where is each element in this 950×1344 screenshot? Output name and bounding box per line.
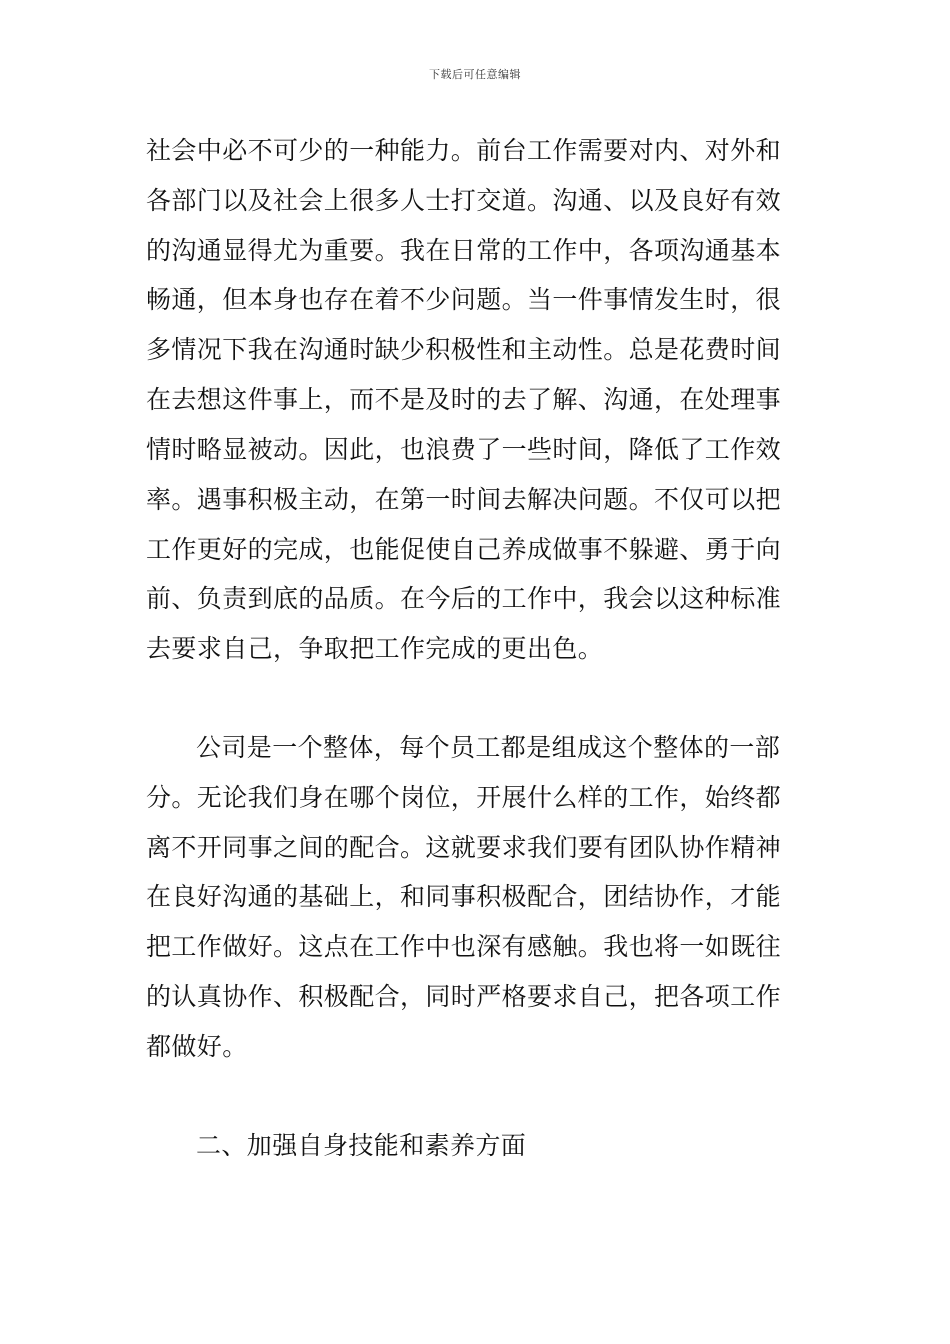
- section-heading: 二、加强自身技能和素养方面: [196, 1131, 527, 1160]
- paragraph-line: 的认真协作、积极配合，同时严格要求自己，把各项工作: [146, 982, 782, 1011]
- paragraph-line: 公司是一个整体，每个员工都是组成这个整体的一部: [196, 733, 781, 762]
- paragraph-line: 在良好沟通的基础上，和同事积极配合，团结协作，才能: [146, 882, 782, 911]
- paragraph-line: 畅通，但本身也存在着不少问题。当一件事情发生时，很: [146, 285, 782, 314]
- paragraph-line: 把工作做好。这点在工作中也深有感触。我也将一如既往: [146, 932, 782, 961]
- paragraph-line: 在去想这件事上，而不是及时的去了解、沟通，在处理事: [146, 385, 782, 414]
- paragraph-line: 前、负责到底的品质。在今后的工作中，我会以这种标准: [146, 584, 782, 613]
- paragraph-line: 社会中必不可少的一种能力。前台工作需要对内、对外和: [146, 136, 782, 165]
- paragraph-line: 工作更好的完成，也能促使自己养成做事不躲避、勇于向: [146, 535, 782, 564]
- page-header-note: 下载后可任意编辑: [429, 68, 521, 81]
- paragraph-line: 的沟通显得尤为重要。我在日常的工作中，各项沟通基本: [146, 236, 782, 265]
- paragraph-line: 离不开同事之间的配合。这就要求我们要有团队协作精神: [146, 833, 782, 862]
- paragraph-line: 多情况下我在沟通时缺少积极性和主动性。总是花费时间: [146, 335, 782, 364]
- paragraph-line: 都做好。: [146, 1032, 248, 1061]
- paragraph-line: 去要求自己，争取把工作完成的更出色。: [146, 634, 604, 663]
- paragraph-line: 率。遇事积极主动，在第一时间去解决问题。不仅可以把: [146, 485, 782, 514]
- paragraph-line: 情时略显被动。因此，也浪费了一些时间，降低了工作效: [146, 435, 782, 464]
- paragraph-line: 分。无论我们身在哪个岗位，开展什么样的工作，始终都: [146, 783, 782, 812]
- paragraph-line: 各部门以及社会上很多人士打交道。沟通、以及良好有效: [146, 186, 782, 215]
